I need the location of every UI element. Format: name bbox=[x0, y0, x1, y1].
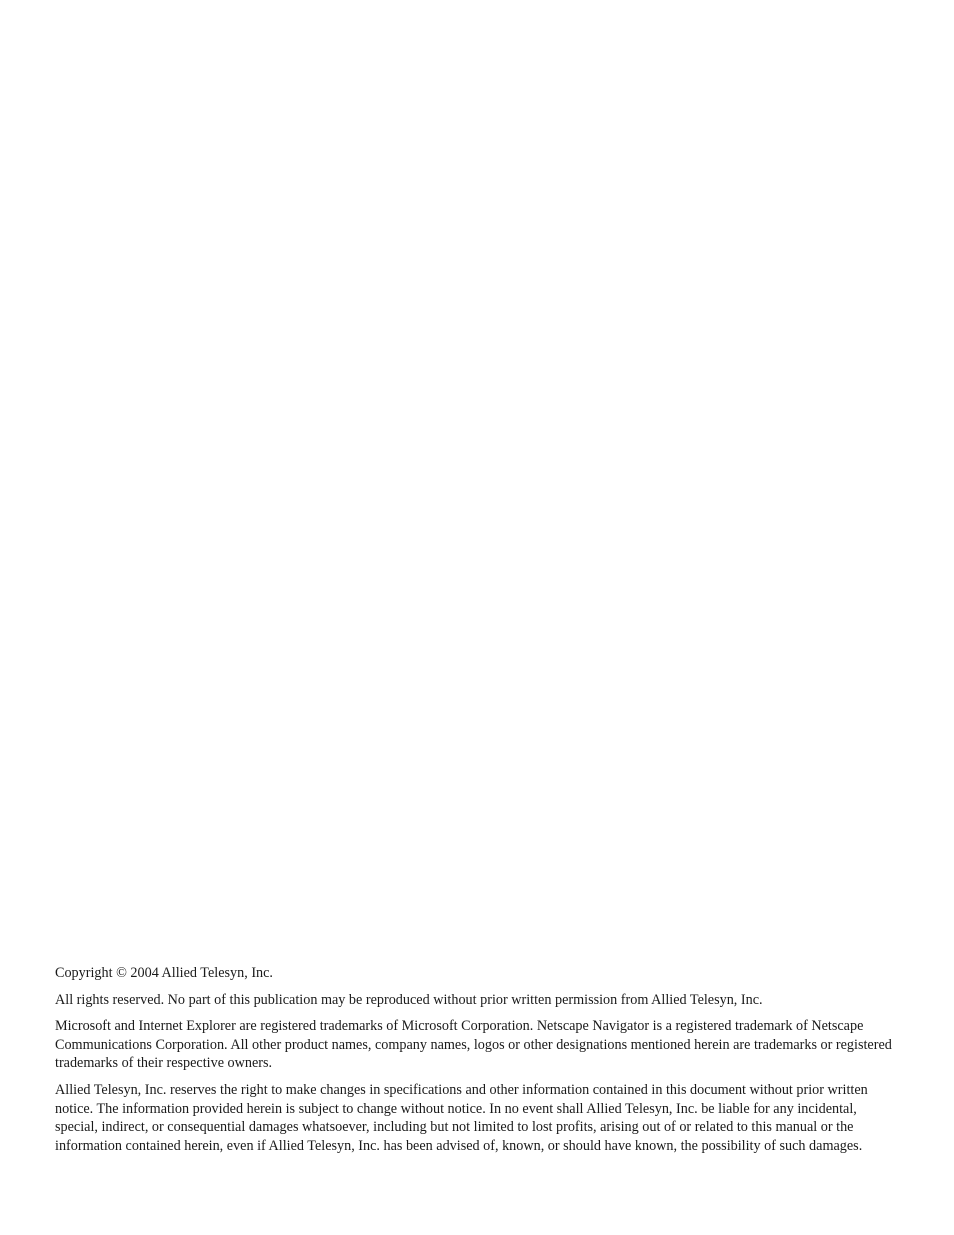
legal-notice-block bbox=[55, 964, 900, 1155]
copyright-line: Copyright © 2004 Allied Telesyn, Inc. bbox=[55, 965, 273, 981]
disclaimer-paragraph: Allied Telesyn, Inc. reserves the right to make changes in specifications and other information contained in this document without prior written notice. The information provided herein is subject to change without notice. In no event shall Allied Telesyn, Inc. be liable for any incidental, special, indirect, or consequential damages whatsoever, including but not limited to lost profits, arising out of or related to this manual or the information contained herein, even if Allied Telesyn, Inc. has been advised of, known, or should have known, the possibility of such damages. bbox=[55, 1081, 868, 1154]
trademarks-paragraph: Microsoft and Internet Explorer are registered trademarks of Microsoft Corporation. Netscape Navigator is a registered trademark of Netscape Communications Corporation. All other product names, company names, logos or other designations mentioned herein are trademarks or registered trademarks of their respective owners. bbox=[55, 1018, 892, 1072]
rights-reserved-paragraph: All rights reserved. No part of this publication may be reproduced without prior written permission from Allied Telesyn, Inc. bbox=[55, 991, 763, 1008]
